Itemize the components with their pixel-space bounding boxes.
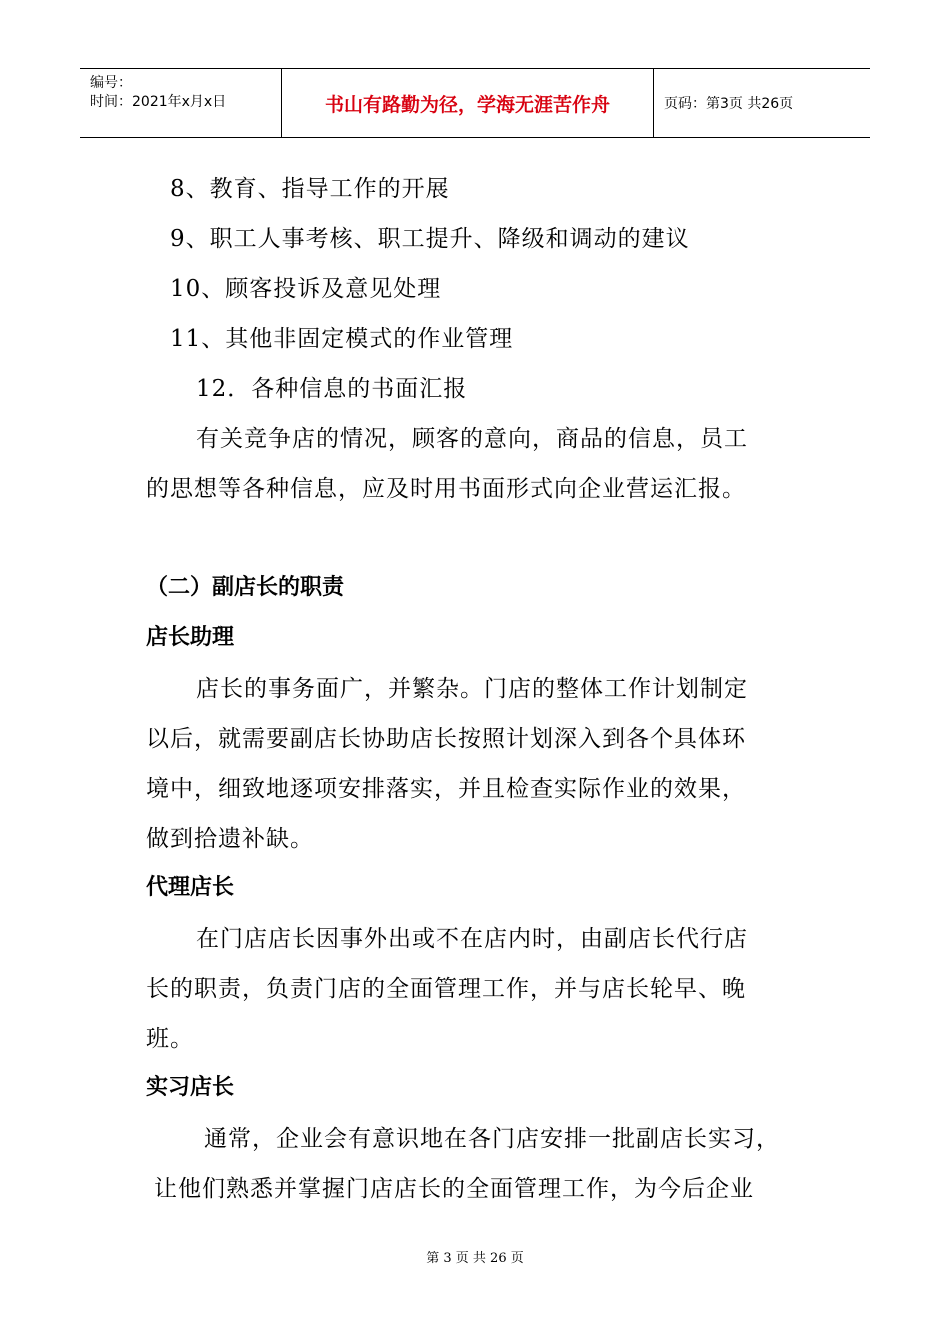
list-item: 10、顾客投诉及意见处理 [170,276,442,302]
paragraph-line: 的思想等各种信息，应及时用书面形式向企业营运汇报。 [146,476,746,502]
subsection-title: 代理店长 [146,875,235,900]
paragraph-line: 做到拾遗补缺。 [146,826,314,852]
document-number: 编号： [90,75,132,91]
list-item: 11、其他非固定模式的作业管理 [170,326,514,352]
header-motto: 书山有路勤为径，学海无涯苦作舟 [282,69,654,137]
paragraph-line: 让他们熟悉并掌握门店店长的全面管理工作，为今后企业 [154,1176,754,1202]
paragraph-line: 通常，企业会有意识地在各门店安排一批副店长实习， [204,1126,780,1152]
paragraph-line: 在门店店长因事外出或不在店内时，由副店长代行店 [196,926,748,952]
paragraph-line: 店长的事务面广，并繁杂。门店的整体工作计划制定 [196,676,748,702]
list-item: 12．各种信息的书面汇报 [196,376,468,402]
header-meta [80,69,282,137]
paragraph-line: 班。 [146,1026,194,1052]
section-title: （二）副店长的职责 [146,575,345,600]
list-item: 8、教育、指导工作的开展 [170,176,450,202]
subsection-title: 店长助理 [146,625,235,650]
paragraph-line: 长的职责，负责门店的全面管理工作，并与店长轮早、晚 [146,976,746,1002]
paragraph-line: 境中，细致地逐项安排落实，并且检查实际作业的效果， [146,776,746,802]
paragraph-line: 有关竞争店的情况，顾客的意向，商品的信息，员工 [196,426,748,452]
list-item: 9、职工人事考核、职工提升、降级和调动的建议 [170,226,690,252]
paragraph-line: 以后，就需要副店长协助店长按照计划深入到各个具体环 [146,726,746,752]
header-page-info: 页码：第3页 共26页 [664,96,794,112]
document-date: 时间：2021年x月x日 [90,94,227,110]
page-footer: 第 3 页 共 26 页 [426,1251,524,1266]
subsection-title: 实习店长 [146,1075,235,1100]
page-header [80,68,870,138]
